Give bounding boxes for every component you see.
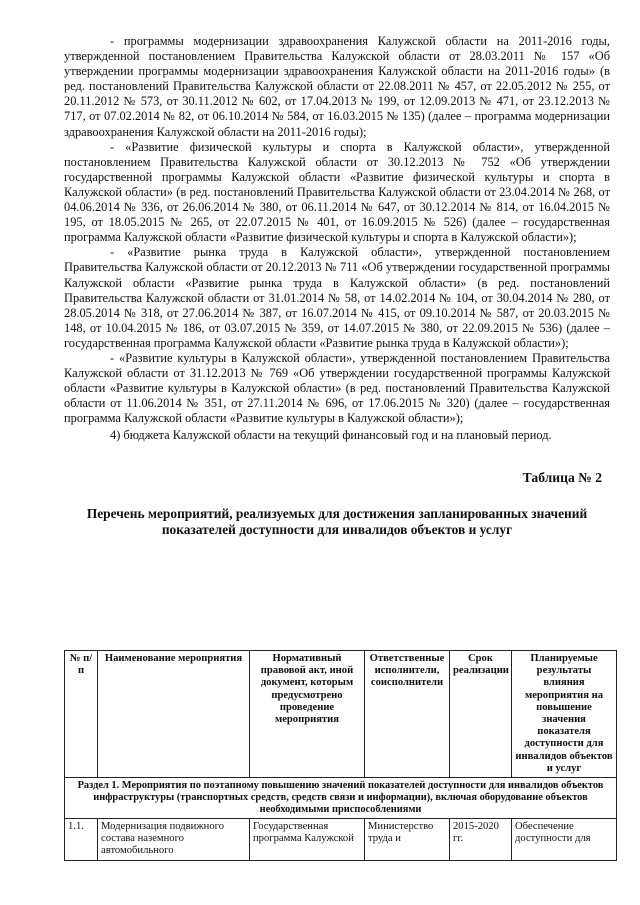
header-executors: Ответственные исполнители, соисполнители	[365, 651, 450, 778]
paragraph-modernization-program: - программы модернизации здравоохранения Калужской области на 2011-2016 годы, утвержденной постановлением Правительства Калужской области от 28.03.2011 № 157 «Об утверждении программы модернизации здравоохранения Калужской области на 2011-2016 годы» (в ред. постановлений Правительства Калужской области от 22.08.2011 № 457, от 22.05.2012 № 255, от 20.11.2012 № 573, от 30.11.2012 № 602, от 17.04.2013 № 199, от 12.09.2013 № 471, от 23.12.2013 № 717, от 07.02.2014 № 82, от 06.10.2014 № 584, от 16.03.2015 № 135) (далее – программа модернизации здравоохранения Калужской области на 2011-2016 годы);	[64, 34, 610, 139]
header-measure-name: Наименование мероприятия	[98, 651, 250, 778]
table-caption	[64, 506, 610, 538]
header-legal-act: Нормативный правовой акт, иной документ, которым предусмотрено проведение мероприятия	[250, 651, 365, 778]
row-term: 2015-2020 гг.	[450, 819, 512, 861]
measures-table	[64, 650, 617, 861]
paragraph-labor-market-program: - «Развитие рынка труда в Калужской области», утвержденной постановлением Правительства Калужской области от 20.12.2013 № 711 «Об утверждении государственной программы Калужской области «Развитие рынка труда в Калужской области» (в ред. постановлений Правительства Калужской области от 31.01.2014 № 58, от 14.02.2014 № 104, от 30.04.2014 № 280, от 28.05.2014 № 318, от 27.06.2014 № 387, от 16.07.2014 № 415, от 09.10.2014 № 587, от 20.03.2015 № 148, от 10.04.2015 № 186, от 03.07.2015 № 359, от 14.07.2015 № 380, от 22.09.2015 № 536) (далее – государственная программа Калужской области «Развитие рынка труда в Калужской области»);	[64, 245, 610, 350]
paragraph-culture-program: - «Развитие культуры в Калужской области», утвержденной постановлением Правительства Калужской области от 31.12.2013 № 769 «Об утверждении государственной программы Калужской области «Развитие культуры в Калужской области» (в ред. постановлений Правительства Калужской области от 11.06.2014 № 351, от 27.11.2014 № 696, от 17.06.2015 № 320) (далее – государственная программа Калужской области «Развитие культуры в Калужской области»);	[64, 350, 610, 426]
section-1-title: Раздел 1. Мероприятия по поэтапному повышению значений показателей доступности для инвалидов объектов инфраструктуры (транспортных средств, средств связи и информации), включая оборудование объектов необходимыми приспособлениями	[65, 778, 617, 819]
table-number-label: Таблица № 2	[522, 469, 602, 485]
row-number: 1.1.	[65, 819, 98, 861]
table-caption-line-1: Перечень мероприятий, реализуемых для достижения запланированных значений	[86, 505, 588, 521]
row-executors: Министерство труда и	[365, 819, 450, 861]
table-row	[65, 819, 617, 861]
header-planned-results: Планируемые результаты влияния мероприятия на повышение значения показателя доступности для инвалидов объектов и услуг	[512, 651, 617, 778]
table-section-row	[65, 778, 617, 819]
row-planned-results: Обеспечение доступности для	[512, 819, 617, 861]
table-header-row	[65, 651, 617, 778]
header-term: Срок реализации	[450, 651, 512, 778]
paragraph-sport-program: - «Развитие физической культуры и спорта в Калужской области», утвержденной постановлением Правительства Калужской области от 30.12.2013 № 752 «Об утверждении государственной программы Калужской области «Развитие физической культуры и спорта в Калужской области» (в ред. постановлений Правительства Калужской области от 23.04.2014 № 268, от 04.06.2014 № 336, от 26.06.2014 № 380, от 06.11.2014 № 647, от 30.12.2014 № 814, от 16.04.2015 № 195, от 18.05.2015 № 265, от 22.07.2015 № 401, от 16.09.2015 № 526) (далее – государственная программа Калужской области «Развитие физической культуры и спорта в Калужской области»);	[64, 139, 610, 245]
paragraph-regional-budget: 4) бюджета Калужской области на текущий финансовый год и на плановый период.	[110, 428, 552, 443]
row-measure-name: Модернизация подвижного состава наземного автомобильного	[98, 819, 250, 861]
header-number: № п/п	[65, 651, 98, 778]
table-caption-line-2: показателей доступности для инвалидов объектов и услуг	[161, 521, 513, 537]
row-legal-act: Государственная программа Калужской	[250, 819, 365, 861]
